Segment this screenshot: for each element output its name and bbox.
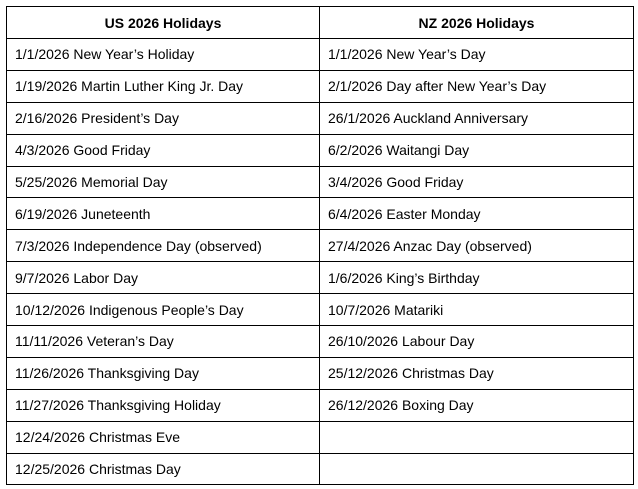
us-holiday-cell: 11/11/2026 Veteran’s Day — [7, 326, 320, 358]
nz-holiday-cell: 6/2/2026 Waitangi Day — [320, 134, 634, 166]
nz-holiday-cell — [320, 421, 634, 453]
us-holiday-cell: 9/7/2026 Labor Day — [7, 262, 320, 294]
us-holiday-cell: 7/3/2026 Independence Day (observed) — [7, 230, 320, 262]
us-holiday-cell: 10/12/2026 Indigenous People’s Day — [7, 294, 320, 326]
us-holiday-cell: 11/27/2026 Thanksgiving Holiday — [7, 389, 320, 421]
nz-holiday-cell: 2/1/2026 Day after New Year’s Day — [320, 70, 634, 102]
table-row — [7, 326, 634, 358]
us-holiday-cell: 6/19/2026 Juneteenth — [7, 198, 320, 230]
us-holiday-cell: 1/1/2026 New Year’s Holiday — [7, 39, 320, 71]
table-row — [7, 102, 634, 134]
nz-holiday-cell: 3/4/2026 Good Friday — [320, 166, 634, 198]
table-row — [7, 262, 634, 294]
nz-holiday-cell: 26/10/2026 Labour Day — [320, 326, 634, 358]
nz-holiday-cell: 6/4/2026 Easter Monday — [320, 198, 634, 230]
table-row — [7, 166, 634, 198]
us-holiday-cell: 2/16/2026 President’s Day — [7, 102, 320, 134]
nz-holiday-cell: 26/12/2026 Boxing Day — [320, 389, 634, 421]
table-row — [7, 134, 634, 166]
us-holiday-cell: 1/19/2026 Martin Luther King Jr. Day — [7, 70, 320, 102]
table-header-row — [7, 7, 634, 39]
nz-holiday-cell: 10/7/2026 Matariki — [320, 294, 634, 326]
nz-holidays-header: NZ 2026 Holidays — [320, 7, 634, 39]
table-row — [7, 294, 634, 326]
nz-holiday-cell: 25/12/2026 Christmas Day — [320, 357, 634, 389]
holidays-table — [6, 6, 634, 485]
us-holiday-cell: 12/25/2026 Christmas Day — [7, 453, 320, 485]
us-holiday-cell: 12/24/2026 Christmas Eve — [7, 421, 320, 453]
nz-holiday-cell: 26/1/2026 Auckland Anniversary — [320, 102, 634, 134]
nz-holiday-cell: 1/6/2026 King’s Birthday — [320, 262, 634, 294]
us-holidays-header: US 2026 Holidays — [7, 7, 320, 39]
table-row — [7, 453, 634, 485]
table-row — [7, 39, 634, 71]
table-row — [7, 421, 634, 453]
table-row — [7, 357, 634, 389]
table-row — [7, 70, 634, 102]
us-holiday-cell: 5/25/2026 Memorial Day — [7, 166, 320, 198]
nz-holiday-cell — [320, 453, 634, 485]
us-holiday-cell: 4/3/2026 Good Friday — [7, 134, 320, 166]
nz-holiday-cell: 27/4/2026 Anzac Day (observed) — [320, 230, 634, 262]
table-row — [7, 198, 634, 230]
nz-holiday-cell: 1/1/2026 New Year’s Day — [320, 39, 634, 71]
table-row — [7, 230, 634, 262]
table-row — [7, 389, 634, 421]
table-body — [7, 39, 634, 485]
us-holiday-cell: 11/26/2026 Thanksgiving Day — [7, 357, 320, 389]
